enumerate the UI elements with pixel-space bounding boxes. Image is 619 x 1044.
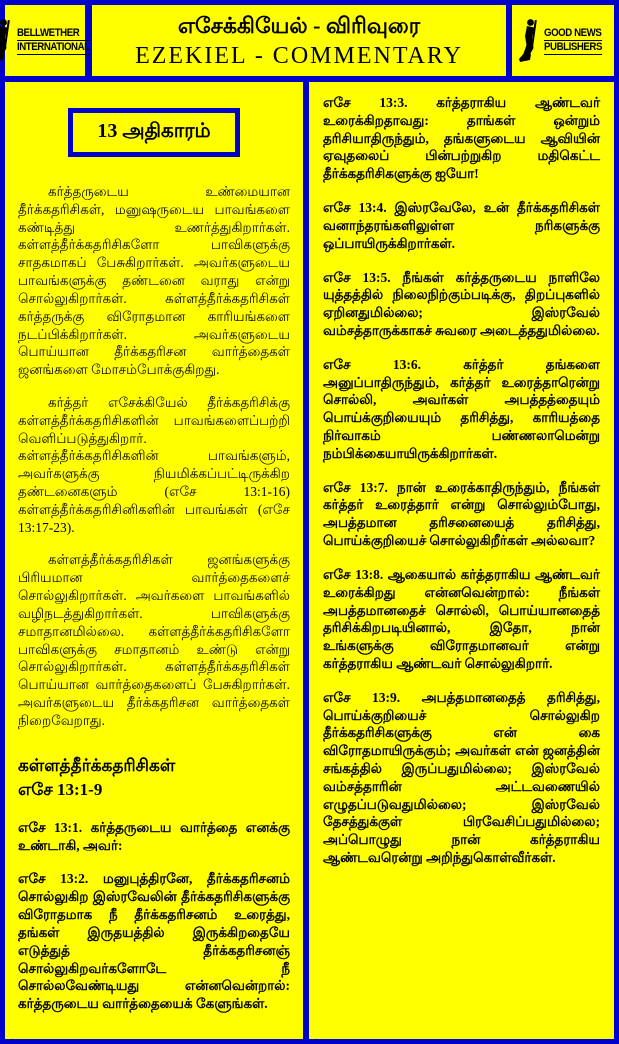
title-english: EZEKIEL - COMMENTARY (135, 42, 463, 69)
good-news-logo-line1: GOOD NEWS (543, 26, 601, 39)
verse-13-1: எசே 13:1. கர்த்தருடைய வார்த்தை எனக்கு உண்டாகி, அவர்: (18, 819, 290, 853)
verse-13-5: எசே 13:5. நீங்கள் கர்த்தருடைய நாளிலே யுத்தத்தில் நிலைநிற்கும்படிக்கு, திறப்புகளில் ஏறினதுமில்லை; இஸ்ரவேல் வம்சத்தாருக்காகச் சுவரை அடைத்ததுமில்லை. (323, 269, 600, 338)
verse-13-4: எசே 13:4. இஸ்ரவேலே, உன் தீர்க்கதரிசிகள் வனாந்தரங்களிலுள்ள நரிகளுக்கு ஒப்பாயிருக்கிறார்கள். (323, 200, 600, 251)
bellwether-logo (5, 5, 90, 76)
verse-13-3: எசே 13:3. கர்த்தராகிய ஆண்டவர் உரைக்கிறதாவது: தாங்கள் ஒன்றும் தரிசியாதிருந்தும், தங்களுடைய ஆவியின் ஏவுதலைப் பின்பற்றுகிற மதிகெட்ட தீர்க்கதரிசிகளுக்கு ஐயோ! (323, 95, 600, 182)
section-heading (18, 754, 290, 803)
good-news-publishers-logo (512, 5, 614, 76)
bellwether-logo-text (17, 27, 100, 55)
commentary-paragraph: கர்த்தருடைய உண்மையான தீர்க்கதரிசிகள், மனுஷருடைய பாவங்களை கண்டித்து உணர்த்துகிறார்கள். கள்ளத்தீர்க்கதரிசிகளோ பாவிகளுக்கு சாதகமாகப் பேசுகிறார்கள். அவர்களுடைய பாவங்களுக்கு தண்டனை வராது என்று சொல்லுகிறார்கள். கள்ளத்தீர்க்கதரிசிகள் கர்த்தருக்கு விரோதமான காரியங்களை நடப்பிக்கிறார்கள். அவர்களுடைய பொய்யான தீர்க்கதரிசன வார்த்தைகள் ஜனங்களை மோசம்போக்குகிறது. (18, 184, 290, 378)
statue-figure-icon (0, 18, 12, 64)
section-heading-reference: எசே 13:1-9 (18, 780, 103, 800)
verse-13-2: எசே 13:2. மனுபுத்திரனே, தீர்க்கதரிசனம் சொல்லுகிற இஸ்ரவேலின் தீர்க்கதரிசிகளுக்கு விரோதமாக நீ தீர்க்கதரிசனம் உரைத்து, தங்கள் இருதயத்தில் இருக்கிறதையே எடுத்துத் தீர்க்கதரிசனஞ் சொல்லுகிறவர்களோடே நீ சொல்லவேண்டியது என்னவென்றால்: கர்த்தருடைய வார்த்தையைக் கேளுங்கள். (18, 871, 290, 1012)
good-news-logo-text (544, 27, 610, 55)
verse-13-6: எசே 13:6. கர்த்தர் தங்களை அனுப்பாதிருந்தும், கர்த்தர் உரைத்தாரென்று சொல்லி, அவர்கள் அபத்தத்தையும் பொய்க்குறியையும் தரிசித்து, காரியத்தை நிர்வாகம் பண்ணலாமென்று நம்பிக்கையாயிருக்கிறார்கள். (323, 356, 600, 461)
bellwether-logo-line1: BELLWETHER (17, 27, 90, 41)
chapter-heading-box (68, 108, 240, 157)
commentary-paragraph: கர்த்தர் எசேக்கியேல் தீர்க்கதரிசிக்கு கள்ளத்தீர்க்கதரிசிகளின் பாவங்களைப்பற்றி வெளிப்படுத்துகிறார். கள்ளத்தீர்க்கதரிசிகளின் பாவங்களும், அவர்களுக்கு நியமிக்கப்பட்டிருக்கிற தண்டனைகளும் (எசே 13:1-16) கள்ளத்தீர்க்கதரிசினிகளின் பாவங்கள் (எசே 13:17-23). (18, 394, 290, 535)
verse-13-9: எசே 13:9. அபத்தமானதைத் தரிசித்து, பொய்க்குறியைச் சொல்லுகிற தீர்க்கதரிசிகளுக்கு என் கை விரோதமாயிருக்கும்; அவர்கள் என் ஜனத்தின் சங்கத்தில் இருப்பதுமில்லை; இஸ்ரவேல் வம்சத்தாரின் அட்டவணையில் எழுதப்படுவதுமில்லை; இஸ்ரவேல் தேசத்துக்குள் பிரவேசிப்பதுமில்லை; அப்பொழுது நான் கர்த்தராகிய ஆண்டவரென்று அறிந்துகொள்வீர்கள். (323, 689, 600, 866)
verse-13-7: எசே 13:7. நான் உரைக்காதிருந்தும், நீங்கள் கர்த்தர் உரைத்தார் என்று சொல்லும்போது, அபத்தமான தரிசனையைத் தரிசித்து, பொய்க்குறியைச் சொல்லுகிறீர்கள் அல்லவா? (323, 479, 600, 549)
statue-figure-icon (517, 18, 539, 64)
chapter-heading: 13 அதிகாரம் (97, 120, 211, 142)
title-tamil: எசேக்கியேல் - விரிவுரை (177, 12, 421, 38)
page-title-panel (92, 5, 506, 76)
commentary-paragraph: கள்ளத்தீர்க்கதரிசிகள் ஜனங்களுக்கு பிரியமான வார்த்தைகளைச் சொல்லுகிறார்கள். அவர்களை பாவங்களில் வழிநடத்துகிறார்கள். பாவிகளுக்கு சமாதானமில்லை. கள்ளத்தீர்க்கதரிசிகளோ பாவிகளுக்கு சமாதானம் உண்டு என்று சொல்லுகிறார்கள். கள்ளத்தீர்க்கதரிசிகள் பொய்யான வார்த்தைகளைப் பேசுகிறார்கள். அவர்களுடைய தீர்க்கதரிசன வார்த்தைகள் நிறைவேறாது. (18, 552, 290, 728)
bellwether-logo-line2: INTERNATIONAL (17, 40, 90, 53)
right-column (309, 82, 614, 1039)
section-heading-title: கள்ளத்தீர்க்கதரிசிகள் (18, 755, 176, 775)
good-news-logo-line2: PUBLISHERS (543, 40, 602, 53)
left-column (5, 82, 303, 1039)
verse-13-8: எசே 13:8. ஆகையால் கர்த்தராகிய ஆண்டவர் உரைக்கிறது என்னவென்றால்: நீங்கள் அபத்தமானதைச் சொல்லி, பொய்யானதைத் தரிசிக்கிறபடியினால், இதோ, நான் உங்களுக்கு விரோதமானவர் என்று கர்த்தராகிய ஆண்டவர் சொல்லுகிறார். (323, 566, 600, 671)
